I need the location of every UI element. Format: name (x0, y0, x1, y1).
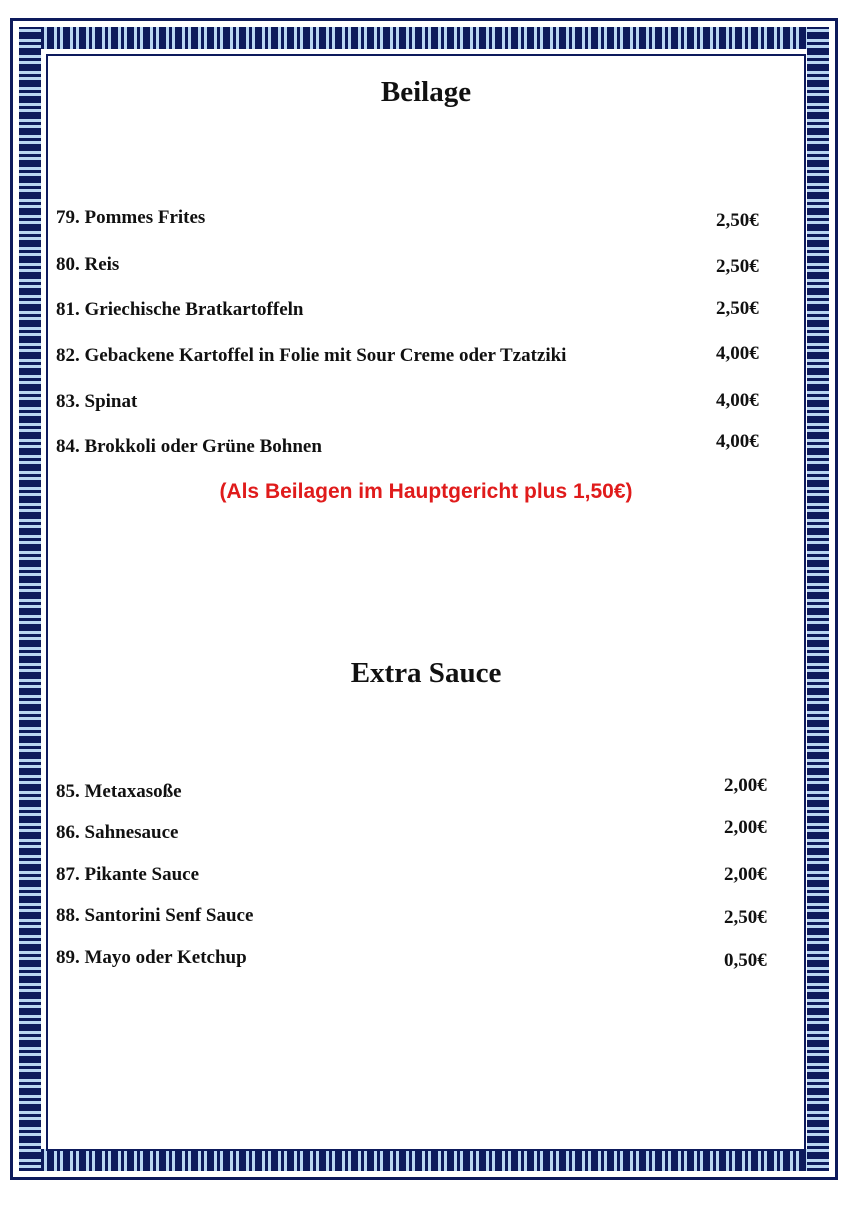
border-left (19, 27, 41, 1171)
menu-price: 4,00€ (716, 431, 759, 452)
menu-item: 85. Metaxasoße (56, 781, 182, 802)
border-top (19, 27, 829, 49)
menu-item: 79. Pommes Frites (56, 207, 206, 228)
menu-price: 4,00€ (716, 390, 759, 411)
menu-price: 2,50€ (716, 298, 759, 319)
side-dish-note: (Als Beilagen im Hauptgericht plus 1,50€) (219, 480, 633, 503)
menu-item: 87. Pikante Sauce (56, 864, 200, 885)
menu-item: 84. Brokkoli oder Grüne Bohnen (56, 436, 322, 457)
menu-item: 83. Spinat (56, 391, 138, 412)
menu-item: 86. Sahnesauce (56, 822, 179, 843)
menu-price: 0,50€ (724, 950, 767, 971)
border-right (807, 27, 829, 1171)
section-title-extra-sauce: Extra Sauce (350, 657, 502, 689)
menu-price: 2,50€ (724, 907, 767, 928)
menu-price: 2,50€ (716, 210, 759, 231)
menu-item: 80. Reis (56, 254, 120, 275)
menu-price: 2,00€ (724, 817, 767, 838)
menu-price: 4,00€ (716, 343, 759, 364)
menu-price: 2,00€ (724, 864, 767, 885)
menu-price: 2,00€ (724, 775, 767, 796)
border-bottom (19, 1149, 829, 1171)
section-title-beilage: Beilage (380, 76, 472, 108)
menu-price: 2,50€ (716, 256, 759, 277)
menu-item: 89. Mayo oder Ketchup (56, 947, 247, 968)
menu-item: 82. Gebackene Kartoffel in Folie mit Sour Creme oder Tzatziki (56, 345, 567, 366)
menu-item: 81. Griechische Bratkartoffeln (56, 299, 304, 320)
menu-item: 88. Santorini Senf Sauce (56, 905, 254, 926)
